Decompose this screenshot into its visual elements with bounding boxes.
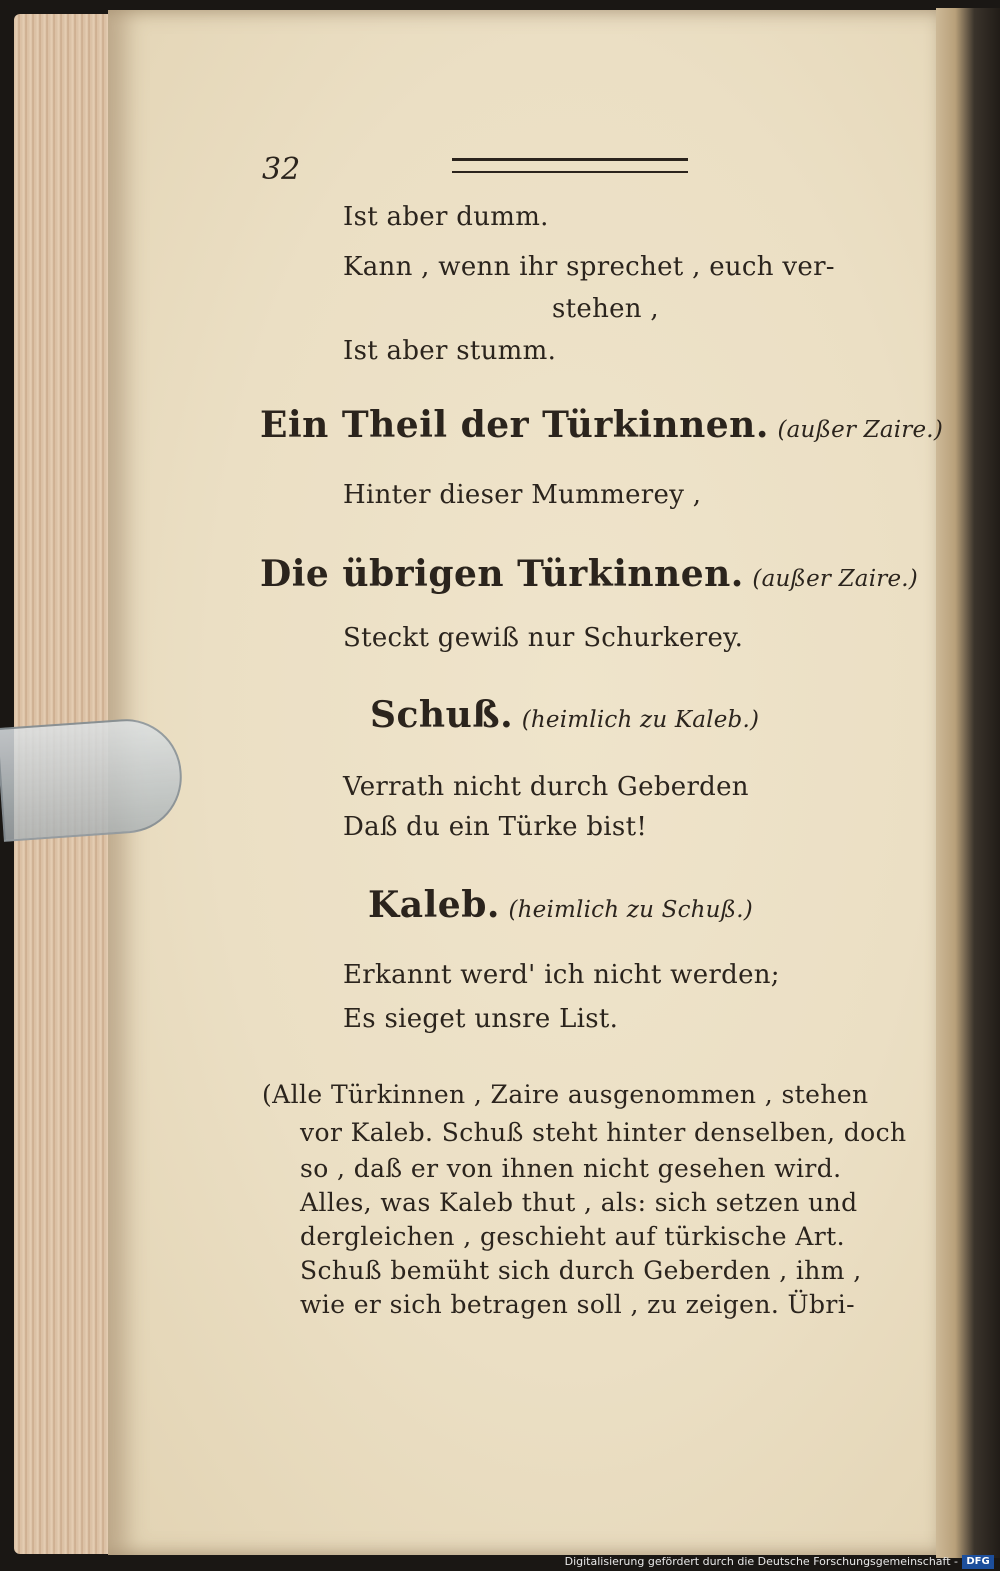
stage-direction-line: wie er sich betragen soll , zu zeigen. Übri-	[300, 1290, 856, 1319]
verse-line: stehen ,	[552, 294, 659, 324]
stage-direction: (außer Zaire.)	[777, 417, 943, 443]
stage-direction-line: Alles, was Kaleb thut , als: sich setzen und	[300, 1188, 858, 1217]
speaker-line	[260, 553, 918, 595]
verse-line: Es sieget unsre List.	[343, 1004, 619, 1034]
stage-direction: (heimlich zu Schuß.)	[508, 897, 753, 923]
stage-direction-line: dergleichen , geschieht auf türkische Art.	[300, 1222, 845, 1251]
stage-direction-line: Schuß bemüht sich durch Geberden , ihm ,	[300, 1256, 862, 1285]
page-number: 32	[262, 152, 301, 187]
dfg-logo: DFG	[962, 1555, 994, 1569]
verse-line: Erkannt werd' ich nicht werden;	[343, 960, 780, 990]
speaker-line	[260, 404, 943, 446]
stage-direction-line: (Alle Türkinnen , Zaire ausgenommen , stehen	[262, 1080, 869, 1109]
verse-line: Daß du ein Türke bist!	[343, 812, 648, 842]
stage-direction-line: vor Kaleb. Schuß steht hinter denselben, doch	[300, 1118, 907, 1147]
stage-direction-line: so , daß er von ihnen nicht gesehen wird.	[300, 1154, 842, 1183]
page-clip	[0, 715, 186, 841]
header-rule	[452, 158, 688, 173]
speaker-line	[370, 694, 759, 736]
speaker-line	[368, 884, 753, 926]
speaker-name: Schuß.	[370, 694, 514, 736]
verse-line: Steckt gewiß nur Schurkerey.	[343, 623, 744, 653]
digitization-credit: Digitalisierung gefördert durch die Deutsche Forschungsgemeinschaft -	[564, 1555, 958, 1568]
verse-line: Verrath nicht durch Geberden	[343, 772, 749, 802]
facing-page-edge	[936, 8, 1000, 1558]
speaker-name: Die übrigen Türkinnen.	[260, 553, 744, 595]
verse-line: Ist aber stumm.	[343, 336, 557, 366]
verse-line: Kann , wenn ihr sprechet , euch ver-	[343, 252, 835, 282]
stage-direction: (heimlich zu Kaleb.)	[521, 707, 760, 733]
verse-line: Ist aber dumm.	[343, 202, 549, 232]
speaker-name: Kaleb.	[368, 884, 500, 926]
speaker-name: Ein Theil der Türkinnen.	[260, 404, 769, 446]
stage-direction: (außer Zaire.)	[752, 566, 918, 592]
verse-line: Hinter dieser Mummerey ,	[343, 480, 702, 510]
